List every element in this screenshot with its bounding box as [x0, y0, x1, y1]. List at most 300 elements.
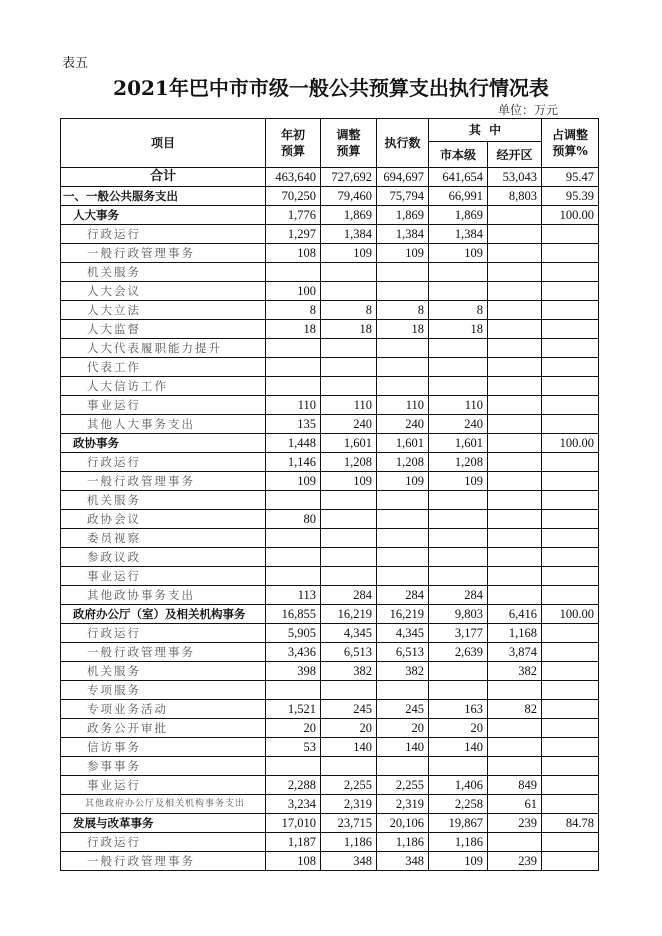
cell-initial-budget: 53 [266, 738, 321, 757]
cell-city-level: 2,639 [429, 643, 488, 662]
cell-pct-adjusted [542, 415, 599, 434]
cell-pct-adjusted [542, 358, 599, 377]
cell-city-level: 109 [429, 472, 488, 491]
row-item-name: 一般行政管理事务 [61, 472, 266, 491]
cell-city-level [429, 282, 488, 301]
cell-dev-zone [488, 320, 542, 339]
cell-pct-adjusted [542, 757, 599, 776]
table-row [61, 206, 599, 225]
cell-pct-adjusted [542, 833, 599, 852]
cell-initial-budget: 70,250 [266, 187, 321, 206]
row-item-name: 行政运行 [61, 453, 266, 472]
row-item-name: 专项业务活动 [61, 700, 266, 719]
cell-initial-budget: 108 [266, 244, 321, 263]
cell-pct-adjusted [542, 244, 599, 263]
table-row [61, 453, 599, 472]
cell-pct-adjusted [542, 301, 599, 320]
cell-city-level [429, 529, 488, 548]
row-item-name: 机关服务 [61, 491, 266, 510]
row-item-name: 机关服务 [61, 662, 266, 681]
row-item-name: 机关服务 [61, 263, 266, 282]
cell-executed: 4,345 [377, 624, 429, 643]
cell-initial-budget: 1,187 [266, 833, 321, 852]
cell-pct-adjusted: 100.00 [542, 605, 599, 624]
cell-city-level: 109 [429, 244, 488, 263]
cell-initial-budget [266, 358, 321, 377]
cell-adjusted-budget [321, 510, 377, 529]
cell-adjusted-budget [321, 263, 377, 282]
cell-initial-budget [266, 757, 321, 776]
cell-pct-adjusted: 100.00 [542, 434, 599, 453]
cell-executed [377, 548, 429, 567]
row-item-name: 事业运行 [61, 396, 266, 415]
cell-dev-zone [488, 548, 542, 567]
cell-adjusted-budget [321, 282, 377, 301]
cell-city-level [429, 358, 488, 377]
row-item-name: 行政运行 [61, 624, 266, 643]
cell-pct-adjusted [542, 567, 599, 586]
cell-executed: 1,208 [377, 453, 429, 472]
cell-adjusted-budget: 4,345 [321, 624, 377, 643]
cell-dev-zone [488, 586, 542, 605]
row-item-name: 参政议政 [61, 548, 266, 567]
cell-city-level: 20 [429, 719, 488, 738]
cell-executed: 110 [377, 396, 429, 415]
cell-city-level: 240 [429, 415, 488, 434]
cell-adjusted-budget: 1,601 [321, 434, 377, 453]
cell-dev-zone [488, 510, 542, 529]
cell-dev-zone [488, 757, 542, 776]
cell-executed: 16,219 [377, 605, 429, 624]
row-item-name: 其他政府办公厅及相关机构事务支出 [61, 795, 266, 814]
cell-adjusted-budget: 16,219 [321, 605, 377, 624]
cell-dev-zone [488, 738, 542, 757]
cell-dev-zone: 61 [488, 795, 542, 814]
cell-pct-adjusted [542, 548, 599, 567]
cell-pct-adjusted [542, 586, 599, 605]
cell-pct-adjusted [542, 681, 599, 700]
row-item-name: 信访事务 [61, 738, 266, 757]
row-item-name: 政协会议 [61, 510, 266, 529]
cell-city-level [429, 263, 488, 282]
cell-city-level [429, 377, 488, 396]
cell-pct-adjusted [542, 339, 599, 358]
cell-city-level: 109 [429, 852, 488, 871]
row-item-name: 其他政协事务支出 [61, 586, 266, 605]
cell-dev-zone [488, 434, 542, 453]
cell-pct-adjusted [542, 795, 599, 814]
cell-dev-zone: 382 [488, 662, 542, 681]
row-item-name: 合计 [61, 168, 266, 187]
row-item-name: 人大事务 [61, 206, 266, 225]
table-row [61, 301, 599, 320]
cell-dev-zone [488, 453, 542, 472]
cell-initial-budget: 80 [266, 510, 321, 529]
cell-pct-adjusted [542, 282, 599, 301]
row-item-name: 一般行政管理事务 [61, 852, 266, 871]
table-row [61, 852, 599, 871]
cell-dev-zone [488, 263, 542, 282]
table-row [61, 263, 599, 282]
cell-initial-budget [266, 339, 321, 358]
cell-adjusted-budget [321, 339, 377, 358]
cell-executed: 75,794 [377, 187, 429, 206]
cell-city-level [429, 662, 488, 681]
cell-city-level: 284 [429, 586, 488, 605]
table-row [61, 605, 599, 624]
cell-executed: 2,319 [377, 795, 429, 814]
cell-initial-budget [266, 263, 321, 282]
cell-city-level [429, 757, 488, 776]
cell-adjusted-budget: 79,460 [321, 187, 377, 206]
row-item-name: 一般行政管理事务 [61, 643, 266, 662]
cell-initial-budget: 109 [266, 472, 321, 491]
cell-adjusted-budget [321, 491, 377, 510]
table-row [61, 567, 599, 586]
cell-city-level: 66,991 [429, 187, 488, 206]
cell-city-level [429, 510, 488, 529]
table-row [61, 795, 599, 814]
cell-city-level: 3,177 [429, 624, 488, 643]
header-dev-zone: 经开区 [488, 142, 542, 168]
cell-dev-zone [488, 396, 542, 415]
table-row [61, 339, 599, 358]
cell-adjusted-budget: 140 [321, 738, 377, 757]
cell-executed: 109 [377, 244, 429, 263]
row-item-name: 人大立法 [61, 301, 266, 320]
row-item-name: 事业运行 [61, 776, 266, 795]
cell-city-level: 163 [429, 700, 488, 719]
cell-initial-budget [266, 377, 321, 396]
table-row [61, 472, 599, 491]
cell-pct-adjusted [542, 700, 599, 719]
cell-adjusted-budget [321, 681, 377, 700]
cell-adjusted-budget: 110 [321, 396, 377, 415]
cell-dev-zone: 239 [488, 814, 542, 833]
cell-adjusted-budget: 245 [321, 700, 377, 719]
row-item-name: 其他人大事务支出 [61, 415, 266, 434]
cell-city-level: 1,384 [429, 225, 488, 244]
cell-pct-adjusted [542, 510, 599, 529]
cell-executed: 18 [377, 320, 429, 339]
cell-initial-budget: 398 [266, 662, 321, 681]
cell-city-level: 18 [429, 320, 488, 339]
cell-pct-adjusted [542, 320, 599, 339]
header-city-level: 市本级 [429, 142, 488, 168]
cell-adjusted-budget [321, 567, 377, 586]
cell-city-level: 8 [429, 301, 488, 320]
row-item-name: 人大会议 [61, 282, 266, 301]
cell-adjusted-budget [321, 358, 377, 377]
cell-pct-adjusted [542, 225, 599, 244]
table-row [61, 757, 599, 776]
cell-executed [377, 263, 429, 282]
cell-adjusted-budget [321, 548, 377, 567]
cell-dev-zone: 239 [488, 852, 542, 871]
table-row [61, 814, 599, 833]
cell-initial-budget: 20 [266, 719, 321, 738]
cell-initial-budget: 1,448 [266, 434, 321, 453]
cell-adjusted-budget: 1,384 [321, 225, 377, 244]
cell-pct-adjusted [542, 624, 599, 643]
cell-pct-adjusted [542, 643, 599, 662]
cell-dev-zone [488, 244, 542, 263]
cell-adjusted-budget: 240 [321, 415, 377, 434]
cell-city-level: 140 [429, 738, 488, 757]
header-item: 项目 [61, 119, 266, 168]
row-item-name: 政协事务 [61, 434, 266, 453]
cell-dev-zone: 53,043 [488, 168, 542, 187]
cell-executed: 284 [377, 586, 429, 605]
cell-initial-budget [266, 548, 321, 567]
table-row [61, 320, 599, 339]
cell-city-level: 1,601 [429, 434, 488, 453]
table-row [61, 738, 599, 757]
cell-city-level: 9,803 [429, 605, 488, 624]
cell-initial-budget [266, 491, 321, 510]
cell-adjusted-budget: 727,692 [321, 168, 377, 187]
cell-executed: 240 [377, 415, 429, 434]
table-row [61, 681, 599, 700]
cell-pct-adjusted [542, 396, 599, 415]
cell-executed: 694,697 [377, 168, 429, 187]
row-item-name: 人大代表履职能力提升 [61, 339, 266, 358]
page-title: 2021年巴中市市级一般公共预算支出执行情况表 [113, 76, 549, 100]
cell-pct-adjusted [542, 453, 599, 472]
cell-executed: 382 [377, 662, 429, 681]
header-pct-adjusted: 占调整预算% [542, 119, 599, 168]
cell-executed [377, 377, 429, 396]
cell-dev-zone [488, 301, 542, 320]
cell-initial-budget: 16,855 [266, 605, 321, 624]
cell-initial-budget: 3,436 [266, 643, 321, 662]
row-item-name: 政府办公厅（室）及相关机构事务 [61, 605, 266, 624]
cell-dev-zone [488, 225, 542, 244]
table-row [61, 168, 599, 187]
cell-dev-zone [488, 339, 542, 358]
cell-pct-adjusted [542, 377, 599, 396]
cell-adjusted-budget: 1,869 [321, 206, 377, 225]
cell-executed: 109 [377, 472, 429, 491]
cell-dev-zone [488, 472, 542, 491]
cell-city-level: 1,208 [429, 453, 488, 472]
cell-pct-adjusted: 95.47 [542, 168, 599, 187]
cell-adjusted-budget: 6,513 [321, 643, 377, 662]
cell-city-level: 641,654 [429, 168, 488, 187]
cell-initial-budget: 135 [266, 415, 321, 434]
cell-executed: 1,186 [377, 833, 429, 852]
header-adjusted-budget: 调整预算 [321, 119, 377, 168]
cell-executed [377, 358, 429, 377]
cell-adjusted-budget: 348 [321, 852, 377, 871]
cell-city-level [429, 567, 488, 586]
cell-initial-budget [266, 567, 321, 586]
cell-adjusted-budget: 284 [321, 586, 377, 605]
table-row [61, 700, 599, 719]
cell-dev-zone [488, 833, 542, 852]
row-item-name: 发展与改革事务 [61, 814, 266, 833]
row-item-name: 行政运行 [61, 833, 266, 852]
cell-initial-budget: 1,776 [266, 206, 321, 225]
row-item-name: 代表工作 [61, 358, 266, 377]
row-item-name: 参事事务 [61, 757, 266, 776]
cell-initial-budget: 113 [266, 586, 321, 605]
row-item-name: 一、一般公共服务支出 [61, 187, 266, 206]
cell-executed: 245 [377, 700, 429, 719]
cell-city-level: 2,258 [429, 795, 488, 814]
cell-executed [377, 681, 429, 700]
cell-adjusted-budget: 2,255 [321, 776, 377, 795]
cell-dev-zone [488, 206, 542, 225]
cell-pct-adjusted [542, 529, 599, 548]
cell-executed [377, 757, 429, 776]
cell-executed: 348 [377, 852, 429, 871]
cell-adjusted-budget: 1,208 [321, 453, 377, 472]
cell-pct-adjusted [542, 852, 599, 871]
cell-pct-adjusted [542, 719, 599, 738]
cell-city-level: 19,867 [429, 814, 488, 833]
table-row [61, 510, 599, 529]
cell-initial-budget [266, 529, 321, 548]
cell-dev-zone [488, 282, 542, 301]
cell-pct-adjusted [542, 662, 599, 681]
row-item-name: 人大监督 [61, 320, 266, 339]
cell-dev-zone: 8,803 [488, 187, 542, 206]
cell-executed: 2,255 [377, 776, 429, 795]
cell-pct-adjusted: 100.00 [542, 206, 599, 225]
table-row [61, 377, 599, 396]
cell-adjusted-budget: 20 [321, 719, 377, 738]
cell-dev-zone [488, 358, 542, 377]
cell-executed [377, 510, 429, 529]
cell-city-level [429, 681, 488, 700]
cell-dev-zone: 6,416 [488, 605, 542, 624]
table-row [61, 529, 599, 548]
cell-executed [377, 339, 429, 358]
cell-adjusted-budget: 23,715 [321, 814, 377, 833]
table-row [61, 434, 599, 453]
table-row [61, 282, 599, 301]
cell-city-level: 1,186 [429, 833, 488, 852]
table-row [61, 719, 599, 738]
cell-dev-zone: 82 [488, 700, 542, 719]
cell-city-level: 1,869 [429, 206, 488, 225]
cell-adjusted-budget: 8 [321, 301, 377, 320]
cell-executed [377, 491, 429, 510]
header-of-which: 其 中 [429, 119, 542, 142]
cell-initial-budget: 8 [266, 301, 321, 320]
table-row [61, 776, 599, 795]
table-row [61, 415, 599, 434]
cell-pct-adjusted [542, 776, 599, 795]
cell-city-level: 1,406 [429, 776, 488, 795]
cell-initial-budget: 110 [266, 396, 321, 415]
cell-executed: 20,106 [377, 814, 429, 833]
cell-adjusted-budget: 109 [321, 244, 377, 263]
row-item-name: 委员视察 [61, 529, 266, 548]
cell-adjusted-budget [321, 757, 377, 776]
row-item-name: 政务公开审批 [61, 719, 266, 738]
cell-initial-budget: 18 [266, 320, 321, 339]
cell-pct-adjusted [542, 491, 599, 510]
table-row [61, 586, 599, 605]
cell-pct-adjusted [542, 738, 599, 757]
cell-adjusted-budget [321, 377, 377, 396]
cell-pct-adjusted: 84.78 [542, 814, 599, 833]
cell-initial-budget: 100 [266, 282, 321, 301]
cell-executed: 1,384 [377, 225, 429, 244]
table-row [61, 491, 599, 510]
cell-pct-adjusted [542, 472, 599, 491]
table-row [61, 244, 599, 263]
table-row [61, 662, 599, 681]
cell-adjusted-budget: 109 [321, 472, 377, 491]
row-item-name: 人大信访工作 [61, 377, 266, 396]
cell-dev-zone [488, 681, 542, 700]
table-row [61, 396, 599, 415]
cell-initial-budget: 1,297 [266, 225, 321, 244]
cell-city-level: 110 [429, 396, 488, 415]
cell-executed: 20 [377, 719, 429, 738]
cell-dev-zone [488, 567, 542, 586]
cell-initial-budget: 3,234 [266, 795, 321, 814]
cell-initial-budget: 463,640 [266, 168, 321, 187]
cell-executed: 1,869 [377, 206, 429, 225]
cell-initial-budget: 2,288 [266, 776, 321, 795]
header-initial-budget: 年初预算 [266, 119, 321, 168]
table-row [61, 624, 599, 643]
cell-adjusted-budget: 382 [321, 662, 377, 681]
cell-executed: 8 [377, 301, 429, 320]
row-item-name: 事业运行 [61, 567, 266, 586]
cell-executed: 1,601 [377, 434, 429, 453]
cell-adjusted-budget: 1,186 [321, 833, 377, 852]
cell-initial-budget: 1,521 [266, 700, 321, 719]
expenditure-table [60, 118, 599, 871]
cell-initial-budget [266, 681, 321, 700]
cell-dev-zone: 3,874 [488, 643, 542, 662]
cell-dev-zone [488, 719, 542, 738]
cell-dev-zone [488, 377, 542, 396]
cell-executed [377, 567, 429, 586]
table-row [61, 187, 599, 206]
unit-label: 单位：万元 [498, 103, 559, 117]
row-item-name: 一般行政管理事务 [61, 244, 266, 263]
cell-initial-budget: 17,010 [266, 814, 321, 833]
cell-dev-zone: 849 [488, 776, 542, 795]
cell-adjusted-budget [321, 529, 377, 548]
header-executed: 执行数 [377, 119, 429, 168]
cell-pct-adjusted: 95.39 [542, 187, 599, 206]
cell-executed: 140 [377, 738, 429, 757]
cell-dev-zone: 1,168 [488, 624, 542, 643]
cell-adjusted-budget: 18 [321, 320, 377, 339]
table-row [61, 225, 599, 244]
table-row [61, 833, 599, 852]
cell-city-level [429, 339, 488, 358]
cell-dev-zone [488, 529, 542, 548]
cell-adjusted-budget: 2,319 [321, 795, 377, 814]
cell-initial-budget: 5,905 [266, 624, 321, 643]
cell-initial-budget: 1,146 [266, 453, 321, 472]
cell-executed [377, 282, 429, 301]
cell-city-level [429, 491, 488, 510]
cell-initial-budget: 108 [266, 852, 321, 871]
table-row [61, 548, 599, 567]
cell-executed: 6,513 [377, 643, 429, 662]
cell-city-level [429, 548, 488, 567]
cell-dev-zone [488, 491, 542, 510]
